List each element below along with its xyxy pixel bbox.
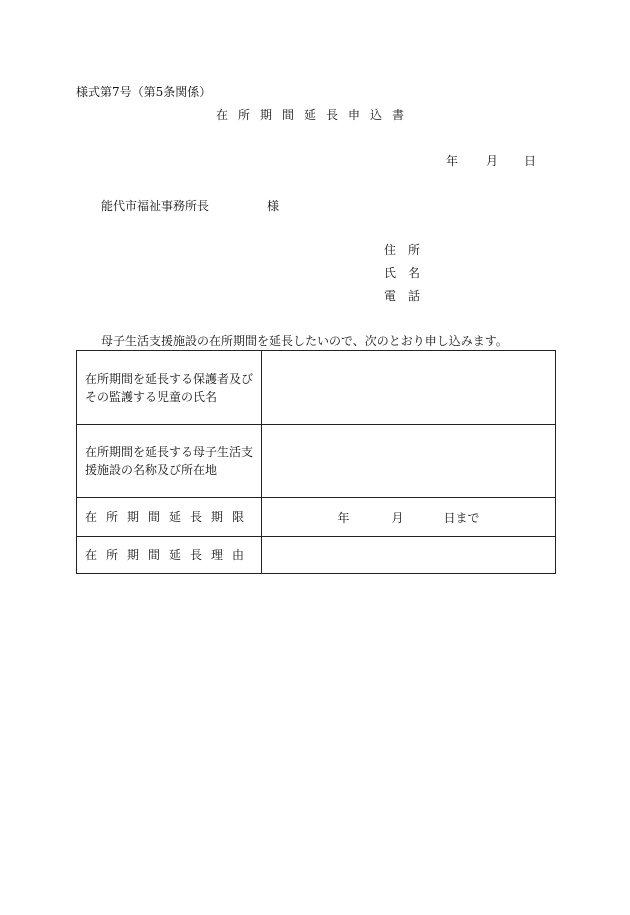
addressee (101, 197, 279, 214)
table-row (77, 537, 556, 574)
date-month: 月 (486, 154, 499, 168)
addressee-name: 能代市福祉事務所長 (101, 199, 210, 213)
guardian-children-names-label: 在所期間を延長する保護者及びその監護する児童の氏名 (77, 351, 262, 425)
guardian-children-names-field[interactable] (262, 351, 556, 425)
extension-deadline-label: 在所期間延長期限 (77, 498, 262, 537)
form-number: 様式第7号（第5条関係） (76, 85, 212, 99)
application-table (76, 350, 556, 574)
date-day: 日 (524, 154, 537, 168)
table-row (77, 351, 556, 425)
date-line (446, 152, 536, 169)
applicant-name-label: 氏 名 (384, 266, 421, 280)
applicant-phone-label: 電 話 (384, 289, 421, 303)
form-title: 在所期間延長申込書 (215, 108, 414, 122)
extension-reason-field[interactable] (262, 537, 556, 574)
deadline-month: 月 (391, 510, 404, 525)
intro-text: 母子生活支援施設の在所期間を延長したいので、次のとおり申し込みます。 (101, 334, 508, 348)
extension-reason-label: 在所期間延長理由 (77, 537, 262, 574)
applicant-address-label: 住 所 (384, 243, 421, 257)
deadline-day: 日まで (443, 510, 480, 525)
facility-name-address-field[interactable] (262, 425, 556, 498)
deadline-year: 年 (337, 510, 350, 525)
addressee-honorific: 様 (267, 199, 280, 213)
table-row (77, 498, 556, 537)
extension-deadline-field[interactable] (262, 498, 556, 537)
table-row (77, 425, 556, 498)
facility-name-address-label: 在所期間を延長する母子生活支援施設の名称及び所在地 (77, 425, 262, 498)
date-year: 年 (446, 154, 459, 168)
